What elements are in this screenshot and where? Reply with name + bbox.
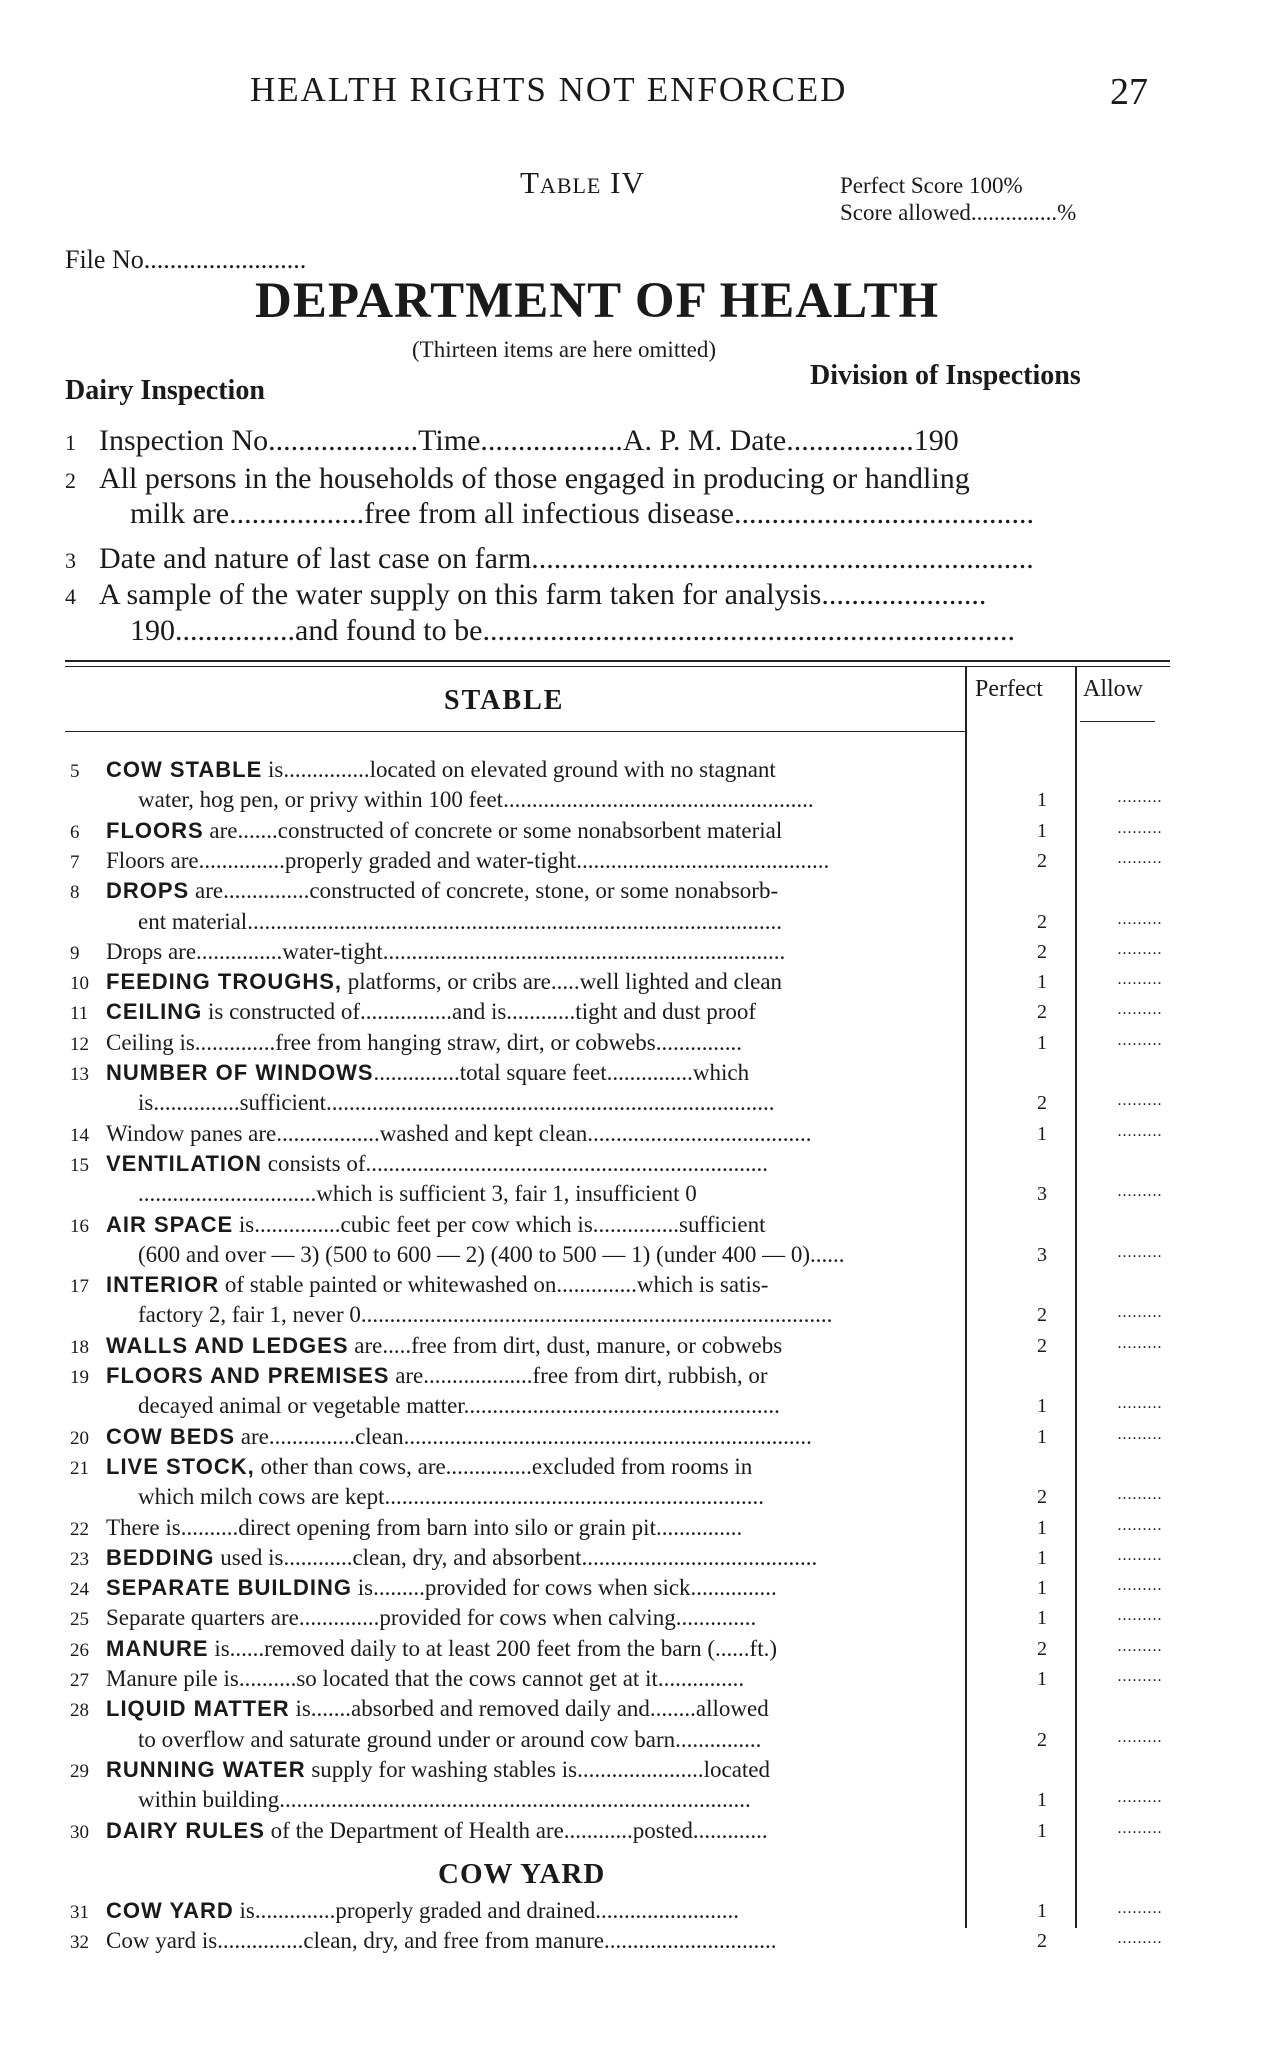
perfect-score-value: 1 [1037, 1668, 1047, 1690]
question-text: A sample of the water supply on this farm taken for analysis...................... [99, 578, 987, 611]
table-row [70, 1424, 980, 1450]
item-heading: FLOORS [106, 817, 204, 843]
perfect-score-value: 1 [1037, 1607, 1047, 1630]
item-heading: LIVE STOCK, [106, 1453, 255, 1479]
table-row [70, 1818, 980, 1844]
perfect-score-value: 2 [1037, 1728, 1047, 1751]
table-row [70, 999, 980, 1025]
question-number: 3 [65, 548, 76, 573]
perfect-score-value: 1 [1037, 1819, 1047, 1842]
allow-blank: ......... [1117, 849, 1163, 867]
item-number: 18 [70, 1336, 89, 1358]
table-row [70, 1515, 980, 1541]
perfect-score-value: 1 [1037, 1425, 1047, 1448]
item-number: 27 [70, 1670, 89, 1691]
question-text: Inspection No....................Time...................A. P. M. Date.................190 [99, 424, 959, 457]
perfect-score-value: 2 [1037, 849, 1047, 872]
item-text: decayed animal or vegetable matter....................................................... [138, 1393, 780, 1419]
allow-blank: ......... [1117, 1001, 1163, 1019]
item-number: 25 [70, 1609, 89, 1631]
table-row [70, 1363, 980, 1389]
table-row [70, 969, 980, 995]
perfect-score-value: 2 [1037, 1304, 1047, 1327]
allow-header-rule [1080, 721, 1155, 722]
item-text: There is..........direct opening from barn into silo or grain pit............... [106, 1514, 743, 1540]
item-number: 30 [70, 1821, 89, 1843]
table-row [70, 787, 1048, 813]
item-text: ...............total square feet...............which [373, 1060, 750, 1085]
table-row [70, 1272, 980, 1298]
question-row [130, 614, 1015, 648]
table-row [70, 1302, 1048, 1328]
table-row [70, 1696, 980, 1722]
item-number: 22 [70, 1518, 89, 1540]
table-row [70, 1181, 1048, 1207]
item-heading: FLOORS AND PREMISES [106, 1363, 390, 1388]
question-row [130, 497, 1034, 531]
item-number: 29 [70, 1760, 89, 1782]
table-row [70, 1090, 1048, 1116]
question-row [65, 424, 959, 458]
allow-blank: ......... [1117, 1031, 1163, 1049]
perfect-score-value: 3 [1037, 1243, 1047, 1266]
item-text: ...............................which is sufficient 3, fair 1, insufficient 0 [138, 1181, 697, 1207]
allow-blank: ......... [1117, 971, 1163, 989]
score-box [840, 172, 1076, 226]
table-row [70, 1454, 980, 1480]
score-allowed: Score allowed...............% [840, 200, 1077, 225]
question-text: Date and nature of last case on farm................................................................... [99, 542, 1034, 575]
item-text: which milch cows are kept.................................................................. [138, 1484, 765, 1510]
table-row [70, 909, 1048, 935]
item-number: 9 [70, 942, 80, 964]
table-row [70, 878, 980, 904]
item-text: are...............clean....................................................................... [235, 1423, 812, 1449]
item-number: 21 [70, 1457, 89, 1479]
item-heading: FEEDING TROUGHS, [106, 969, 343, 995]
item-number: 14 [70, 1124, 89, 1146]
item-heading: LIQUID MATTER [106, 1696, 290, 1722]
allow-blank: ......... [1117, 1789, 1163, 1807]
section-stable-title: STABLE [444, 685, 565, 716]
table-row [70, 1757, 980, 1783]
allow-blank: ......... [1117, 1637, 1163, 1655]
perfect-score-value: 1 [1037, 1395, 1047, 1418]
allow-blank: ......... [1117, 1728, 1163, 1746]
allow-blank: ......... [1117, 1900, 1163, 1917]
item-text: is...............cubic feet per cow which is...............sufficient [233, 1211, 766, 1237]
item-text: ent material............................................................................................. [138, 908, 782, 934]
table-row [70, 1727, 1048, 1753]
item-number: 17 [70, 1276, 89, 1298]
item-heading: MANURE [106, 1635, 209, 1661]
table-row [70, 939, 980, 965]
question-row [65, 462, 970, 496]
header-rule [65, 731, 965, 732]
allow-blank: ......... [1117, 1607, 1163, 1625]
allow-blank: ......... [1117, 1183, 1163, 1201]
perfect-score-value: 1 [1037, 1516, 1047, 1539]
allow-blank: ......... [1117, 819, 1163, 837]
perfect-score-value: 3 [1037, 1183, 1047, 1206]
table-row [70, 1636, 980, 1662]
item-heading: WALLS AND LEDGES [106, 1332, 349, 1358]
column-header-allow: Allow [1083, 676, 1143, 702]
table-row [70, 1605, 980, 1631]
table-row [70, 1575, 980, 1601]
item-text: are.......constructed of concrete or some nonabsorbent material [203, 817, 783, 843]
perfect-score-value: 2 [1037, 1930, 1047, 1952]
table-row [70, 1787, 1048, 1813]
perfect-score-value: 1 [1037, 1031, 1047, 1054]
item-heading: INTERIOR [106, 1272, 220, 1298]
item-number: 13 [70, 1064, 89, 1085]
item-text: of stable painted or whitewashed on..............which is satis- [219, 1272, 769, 1298]
perfect-score-value: 1 [1037, 1577, 1047, 1600]
item-text: Separate quarters are..............provided for cows when calving.............. [106, 1605, 757, 1631]
question-text: 190................and found to be....................................................................... [130, 614, 1015, 647]
allow-blank: ......... [1117, 1516, 1163, 1534]
item-text: of the Department of Health are............posted............. [264, 1817, 768, 1843]
perfect-score-value: 2 [1037, 1092, 1047, 1115]
perfect-score: Perfect Score 100% [840, 173, 1023, 198]
item-number: 28 [70, 1700, 89, 1722]
item-text: is.......absorbed and removed daily and........allowed [289, 1696, 769, 1722]
allow-blank: ......... [1117, 1819, 1163, 1837]
allow-blank: ......... [1117, 1092, 1163, 1110]
item-text: is..............properly graded and drained......................... [233, 1898, 740, 1923]
question-row [65, 542, 1034, 576]
item-heading: DROPS [106, 878, 190, 904]
item-text: Cow yard is...............clean, dry, and free from manure.............................. [106, 1928, 777, 1953]
table-row [70, 1393, 1048, 1419]
perfect-score-value: 2 [1037, 1334, 1047, 1357]
item-text: are...................free from dirt, rubbish, or [389, 1363, 768, 1388]
allow-blank: ......... [1117, 1577, 1163, 1595]
allow-blank: ......... [1117, 1334, 1163, 1352]
table-row [70, 1060, 980, 1086]
item-text: is.........provided for cows when sick............... [351, 1575, 777, 1601]
allow-blank: ......... [1117, 1243, 1163, 1261]
item-number: 32 [70, 1932, 89, 1953]
item-number: 5 [70, 761, 80, 782]
item-text: Window panes are..................washed and kept clean....................................... [106, 1120, 812, 1146]
table-label: Table IV [520, 165, 645, 200]
item-text: Drops are...............water-tight...................................................................... [106, 938, 786, 964]
item-heading: NUMBER OF WINDOWS [106, 1060, 374, 1085]
item-heading: COW YARD [106, 1898, 234, 1923]
item-heading: RUNNING WATER [106, 1756, 306, 1782]
allow-blank: ......... [1117, 1425, 1163, 1443]
item-number: 7 [70, 851, 80, 873]
item-number: 6 [70, 821, 80, 843]
question-row [65, 578, 986, 612]
table-row [70, 1898, 980, 1924]
item-number: 26 [70, 1639, 89, 1661]
perfect-score-value: 1 [1037, 1789, 1047, 1812]
item-text: consists of...................................................................... [262, 1150, 769, 1176]
perfect-score-value: 2 [1037, 940, 1047, 963]
item-heading: DAIRY RULES [106, 1817, 265, 1843]
item-number: 20 [70, 1427, 89, 1449]
item-text: (600 and over — 3) (500 to 600 — 2) (400 to 500 — 1) (under 400 — 0)...... [138, 1241, 845, 1267]
question-number: 2 [65, 468, 76, 493]
item-heading: SEPARATE BUILDING [106, 1575, 352, 1601]
item-number: 23 [70, 1548, 89, 1570]
item-text: are.....free from dirt, dust, manure, or cobwebs [348, 1332, 783, 1358]
item-number: 31 [70, 1902, 89, 1923]
perfect-score-value: 2 [1037, 1001, 1047, 1024]
perfect-score-value: 1 [1037, 971, 1047, 994]
perfect-score-value: 2 [1037, 1486, 1047, 1509]
table-row [70, 757, 980, 783]
column-header-perfect: Perfect [975, 676, 1043, 702]
perfect-score-value: 1 [1037, 1122, 1047, 1145]
allow-blank: ......... [1117, 789, 1163, 807]
item-text: other than cows, are...............excluded from rooms in [254, 1453, 753, 1479]
question-number: 1 [65, 430, 76, 455]
table-row [70, 1212, 980, 1238]
perfect-score-value: 1 [1037, 789, 1047, 812]
allow-blank: ......... [1117, 1122, 1163, 1140]
item-number: 12 [70, 1033, 89, 1055]
item-text: is...............located on elevated ground with no stagnant [262, 757, 776, 782]
item-heading: AIR SPACE [106, 1211, 234, 1237]
section-cow-yard-title: COW YARD [438, 1858, 606, 1890]
item-text: factory 2, fair 1, never 0.................................................................................. [138, 1302, 833, 1328]
allow-blank: ......... [1117, 1304, 1163, 1322]
item-text: Manure pile is..........so located that the cows cannot get at it............... [106, 1666, 745, 1691]
top-rule-1 [65, 660, 1170, 662]
item-number: 19 [70, 1367, 89, 1388]
top-rule-2 [65, 666, 1170, 667]
column-divider-allow [1075, 666, 1077, 1928]
allow-blank: ......... [1117, 910, 1163, 928]
question-number: 4 [65, 584, 76, 609]
table-row [70, 1333, 980, 1359]
department-title: DEPARTMENT OF HEALTH [255, 273, 940, 329]
item-text: Floors are...............properly graded and water-tight............................................ [106, 847, 830, 873]
item-text: to overflow and saturate ground under or around cow barn............... [138, 1726, 762, 1752]
table-row [70, 1242, 1048, 1268]
item-number: 11 [70, 1003, 89, 1025]
table-row [70, 1928, 980, 1954]
item-heading: COW STABLE [106, 757, 263, 782]
running-head: HEALTH RIGHTS NOT ENFORCED [250, 70, 848, 109]
item-text: within building.................................................................................. [138, 1787, 751, 1813]
table-row [70, 1484, 1048, 1510]
item-text: are...............constructed of concrete, stone, or some nonabsorb- [189, 878, 779, 904]
item-heading: BEDDING [106, 1544, 215, 1570]
allow-blank: ......... [1117, 1546, 1163, 1564]
perfect-score-value: 2 [1037, 910, 1047, 933]
item-text: water, hog pen, or privy within 100 feet...................................................... [138, 787, 814, 813]
allow-blank: ......... [1117, 1395, 1163, 1413]
question-text: All persons in the households of those engaged in producing or handling [99, 462, 970, 495]
perfect-score-value: 1 [1037, 819, 1047, 842]
item-number: 24 [70, 1579, 89, 1601]
item-heading: COW BEDS [106, 1423, 235, 1449]
item-text: Ceiling is..............free from hanging straw, dirt, or cobwebs............... [106, 1029, 743, 1055]
item-number: 15 [70, 1154, 89, 1176]
allow-blank: ......... [1117, 940, 1163, 958]
division-label: Division of Inspections [810, 360, 1081, 391]
item-number: 8 [70, 882, 80, 904]
item-heading: VENTILATION [106, 1150, 263, 1176]
item-text: supply for washing stables is......................located [305, 1756, 771, 1782]
table-row [70, 818, 980, 844]
perfect-score-value: 1 [1037, 1900, 1047, 1922]
table-row [70, 1030, 980, 1056]
allow-blank: ......... [1117, 1930, 1163, 1947]
item-text: platforms, or cribs are.....well lighted and clean [342, 969, 783, 995]
perfect-score-value: 1 [1037, 1546, 1047, 1569]
allow-blank: ......... [1117, 1668, 1163, 1685]
table-row [70, 1151, 980, 1177]
item-number: 16 [70, 1215, 89, 1237]
dairy-inspection-label: Dairy Inspection [65, 375, 265, 406]
table-row [70, 848, 980, 874]
table-row [70, 1545, 980, 1571]
page-number: 27 [1110, 71, 1148, 113]
allow-blank: ......... [1117, 1486, 1163, 1504]
question-text: milk are..................free from all infectious disease........................................ [130, 497, 1034, 530]
item-text: is...............sufficient.............................................................................. [138, 1090, 775, 1116]
omitted-note: (Thirteen items are here omitted) [412, 337, 716, 362]
item-heading: CEILING [106, 999, 203, 1025]
table-row [70, 1666, 980, 1692]
item-text: is constructed of................and is............tight and dust proof [202, 999, 757, 1025]
item-text: is......removed daily to at least 200 feet from the barn (......ft.) [208, 1635, 778, 1661]
table-row [70, 1121, 980, 1147]
item-text: used is............clean, dry, and absorbent......................................... [214, 1544, 818, 1570]
item-number: 10 [70, 973, 89, 995]
file-number: File No......................... [65, 245, 307, 274]
perfect-score-value: 2 [1037, 1637, 1047, 1660]
